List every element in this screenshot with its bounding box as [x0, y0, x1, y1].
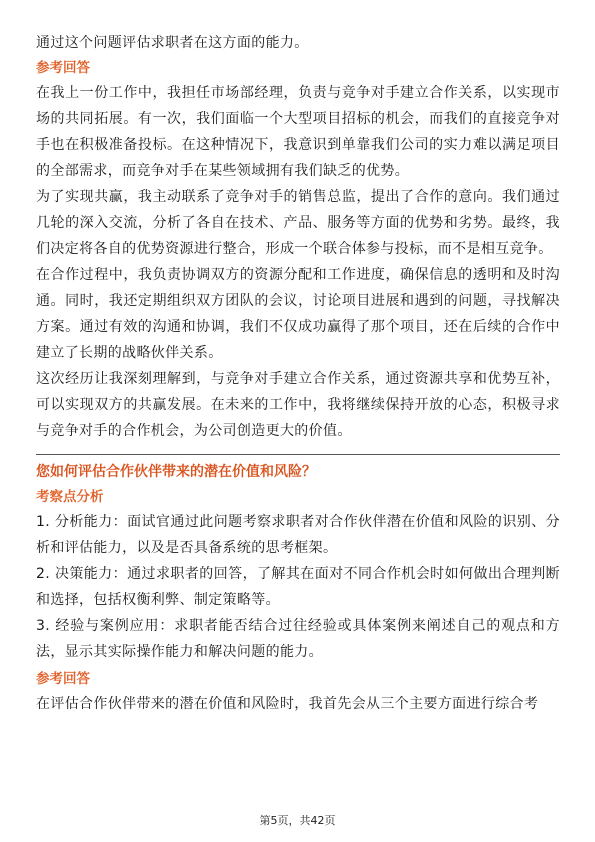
analysis-item: 3. 经验与案例应用：求职者能否结合过往经验或具体案例来阐述自己的观点和方法，显示其实际操作能力和解决问题的能力。 — [36, 618, 560, 660]
section-divider — [36, 454, 560, 455]
answer-paragraph: 在我上一份工作中，我担任市场部经理，负责与竞争对手建立合作关系，以实现市场的共同拓展。有一次，我们面临一个大型项目招标的机会，而我们的直接竞争对手也在积极准备投标。在这种情况下，我意识到单靠我们公司的实力难以满足项目的全部需求，而竞争对手在某些领域拥有我们缺乏的优势。 — [36, 85, 560, 179]
answer-paragraph: 在评估合作伙伴带来的潜在价值和风险时，我首先会从三个主要方面进行综合考 — [36, 696, 539, 712]
page-footer: 第5页，共42页 — [259, 814, 336, 827]
reference-answer-label: 参考回答 — [36, 60, 90, 76]
answer-paragraph: 为了实现共赢，我主动联系了竞争对手的销售总监，提出了合作的意向。我们通过几轮的深入交流，分析了各自在技术、产品、服务等方面的优势和劣势。最终，我们决定将各自的优势资源进行整合，形成一个联合体参与投标，而不是相互竞争。 — [36, 189, 560, 257]
analysis-item: 1. 分析能力：面试官通过此问题考察求职者对合作伙伴潜在价值和风险的识别、分析和评估能力，以及是否具备系统的思考框架。 — [36, 514, 560, 556]
answer-paragraph: 这次经历让我深刻理解到，与竞争对手建立合作关系，通过资源共享和优势互补，可以实现双方的共赢发展。在未来的工作中，我将继续保持开放的心态，积极寻求与竞争对手的合作机会，为公司创造更大的价值。 — [36, 371, 560, 439]
analysis-label: 考察点分析 — [36, 489, 104, 505]
reference-answer-label: 参考回答 — [36, 671, 90, 687]
analysis-item: 2. 决策能力：通过求职者的回答，了解其在面对不同合作机会时如何做出合理判断和选择，包括权衡利弊、制定策略等。 — [36, 566, 560, 608]
document-page — [36, 30, 560, 717]
intro-line: 通过这个问题评估求职者在这方面的能力。 — [36, 35, 309, 51]
answer-paragraph: 在合作过程中，我负责协调双方的资源分配和工作进度，确保信息的透明和及时沟通。同时，我还定期组织双方团队的会议，讨论项目进展和遇到的问题，寻找解决方案。通过有效的沟通和协调，我们不仅成功赢得了那个项目，还在后续的合作中建立了长期的战略伙伴关系。 — [36, 267, 560, 361]
question-heading: 您如何评估合作伙伴带来的潜在价值和风险？ — [36, 464, 316, 480]
